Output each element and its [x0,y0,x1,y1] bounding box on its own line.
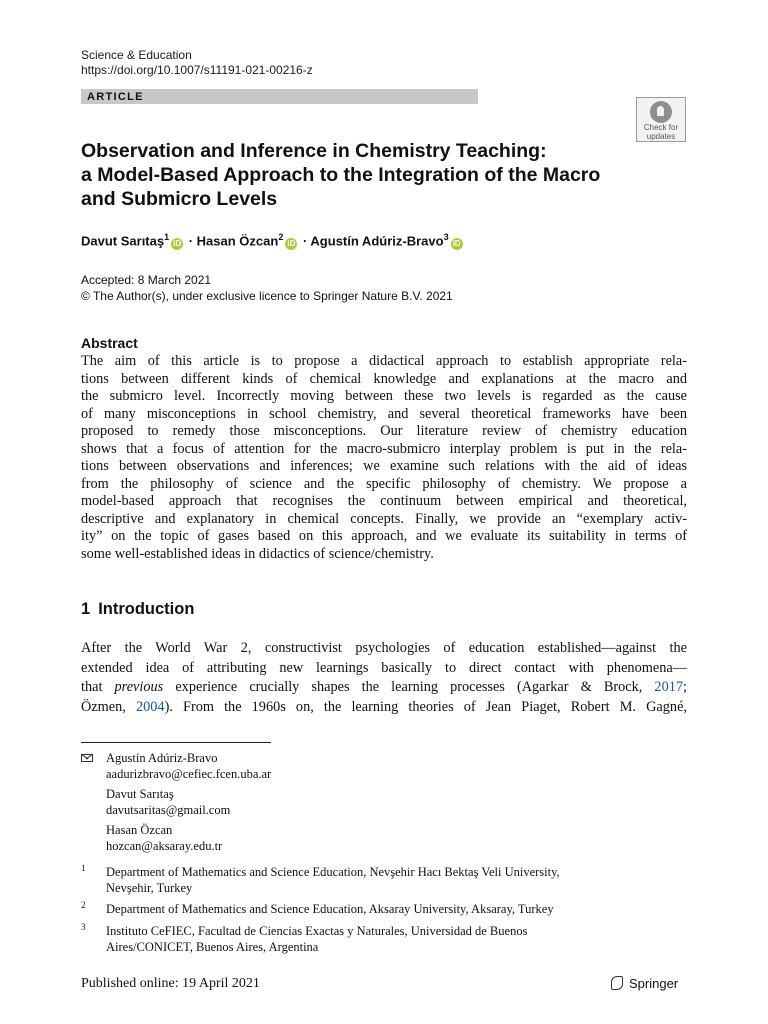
affiliation-line: Instituto CeFIEC, Facultad de Ciencias Exactas y Naturales, Universidad de Buenos [106,924,528,938]
intro-text: Özmen, [81,698,136,715]
check-for-updates-badge[interactable] [636,97,686,142]
affiliation-number: 2 [81,900,86,910]
orcid-icon[interactable]: iD [173,239,182,249]
intro-line: After the World War 2, constructivist psychologies of education established—against the [81,640,687,656]
affiliation-line: Department of Mathematics and Science Education, Nevşehir Hacı Bektaş Veli University, [106,865,560,879]
abstract-line: tions between observations and inferences; we examine such relations with the aid of ideas [81,458,687,474]
intro-text: experience crucially shapes the learning processes (Agarkar & Brock, [163,679,655,695]
envelope-icon [81,754,93,762]
title-line: and Submicro Levels [81,188,278,210]
intro-text: ; [683,679,687,695]
accepted-date: Accepted: 8 March 2021 [81,273,212,287]
abstract-body [81,353,687,563]
section-number: 1 [81,600,91,618]
publisher-logo [611,976,678,991]
abstract-line: tions between different kinds of chemical knowledge and explanations at the macro and [81,370,687,387]
author-list [81,232,465,250]
copyright-line: © The Author(s), under exclusive licence to Springer Nature B.V. 2021 [81,288,453,303]
section-heading [81,600,194,619]
affiliation-line: Aires/CONICET, Buenos Aires, Argentina [106,940,319,954]
abstract-line: from the philosophy of science and the specific philosophy of chemistry. We propose a [81,475,687,492]
published-date: Published online: 19 April 2021 [81,976,260,991]
author-affil-sup: 2 [278,232,284,242]
section-title: Introduction [98,600,195,618]
paper-title [81,139,641,211]
abstract-line: descriptive and explanatory in chemical concepts. Finally, we provide an “exemplary activ- [81,510,687,527]
contact-email[interactable]: aadurizbravo@cefiec.fcen.uba.ar [106,767,272,781]
footnote-divider [81,742,271,743]
author-affil-sup: 3 [443,232,449,242]
intro-line [81,678,687,698]
intro-text: ). From the 1960s on, the learning theories of Jean Piaget, Robert M. Gagné, [164,698,687,715]
citation-link[interactable]: 2017 [654,679,684,695]
contact-email[interactable]: hozcan@aksaray.edu.tr [106,839,223,853]
introduction-body [81,639,687,717]
citation-link[interactable]: 2004 [135,698,165,715]
contact-name: Agustín Adúriz-Bravo [106,751,218,765]
springer-horse-icon [611,976,623,990]
affiliation-number: 1 [81,863,86,873]
contact-name: Hasan Özcan [106,823,173,837]
abstract-line: of many misconceptions in school chemistry, and several theoretical frameworks have been [81,405,687,422]
title-line: Observation and Inference in Chemistry Teaching: [81,140,547,162]
abstract-line: shows that a focus of attention for the macro-submicro interplay problem is put in the rela- [81,440,687,457]
abstract-line: some well-established ideas in didactics of science/chemistry. [81,545,434,562]
intro-line [81,698,687,718]
author-separator: · [299,233,311,249]
author-name: Davut Sarıtaş [81,233,165,249]
article-meta [81,273,453,304]
abstract-line: model-based approach that recognises the continuum between empirical and theoretical, [81,493,687,509]
intro-text: that [81,679,115,695]
author-affil-sup: 1 [164,232,170,242]
author-name: Agustín Adúriz-Bravo [310,233,444,249]
contact-email[interactable]: davutsaritas@gmail.com [106,803,231,817]
journal-header [81,48,313,78]
author-separator: · [185,233,197,249]
check-updates-line2: updates [646,132,676,141]
affiliation-line: Nevşehir, Turkey [106,881,193,895]
abstract-line: ity” on the topic of gases based on this approach, and we evaluate its suitability in terms of [81,528,687,544]
title-line: a Model-Based Approach to the Integration of the Macro [81,164,601,186]
orcid-icon[interactable]: iD [452,239,461,249]
article-type-bar: ARTICLE [81,89,478,104]
orcid-icon[interactable]: iD [287,239,296,249]
check-updates-line1: Check for [643,123,679,132]
affiliation-number: 3 [81,922,86,932]
abstract-line: proposed to remedy those misconceptions. Our literature review of chemistry education [81,423,687,439]
doi-link[interactable]: https://doi.org/10.1007/s11191-021-00216-z [81,63,313,77]
journal-name: Science & Education [81,48,192,62]
intro-emphasis: previous [114,679,164,695]
check-for-updates-icon [650,101,672,123]
affiliation-line: Department of Mathematics and Science Education, Aksaray University, Aksaray, Turkey [106,902,554,916]
abstract-heading: Abstract [81,335,138,351]
abstract-line: the submicro level. Incorrectly moving between these two levels is regarded as the cause [81,388,687,404]
contact-name: Davut Sarıtaş [106,787,174,801]
intro-line: extended idea of attributing new learnings basically to direct contact with phenomena— [81,659,687,676]
abstract-line: The aim of this article is to propose a didactical approach to establish appropriate rela- [81,353,687,369]
author-name: Hasan Özcan [196,233,279,249]
publisher-name: Springer [629,976,679,991]
